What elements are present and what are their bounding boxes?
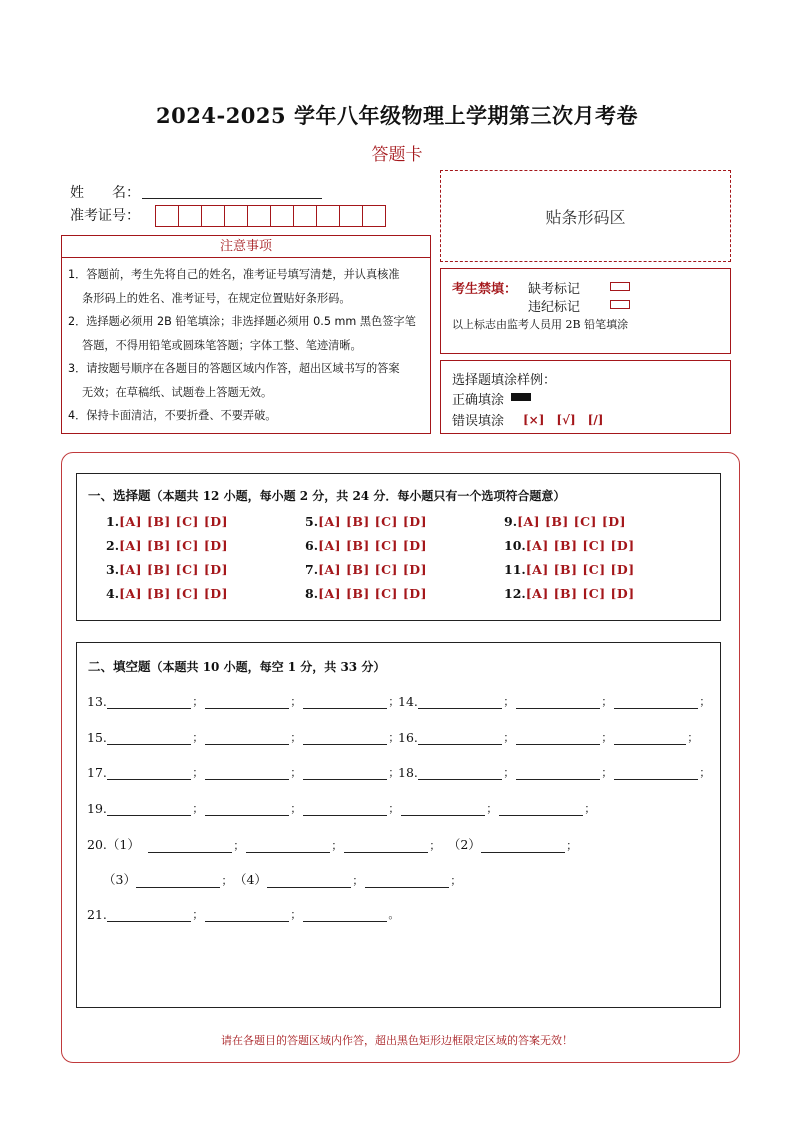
answer-blank[interactable] <box>205 765 289 780</box>
examiner-only-box <box>440 268 731 354</box>
answer-blank[interactable] <box>246 838 330 853</box>
answer-blank[interactable] <box>205 801 289 816</box>
violation-mark-box[interactable] <box>610 300 630 309</box>
answer-blank[interactable] <box>499 801 583 816</box>
page-title: 2024-2025 学年八年级物理上学期第三次月考卷 <box>156 103 638 128</box>
blank-question-14: 14. ； ； ； <box>398 694 711 709</box>
answer-blank[interactable] <box>418 765 502 780</box>
section2-heading <box>88 657 385 675</box>
absent-mark-label: 缺考标记 <box>528 282 581 297</box>
fill-sample-box <box>440 360 731 434</box>
section1-note: （本题共 12 小题，每小题 2 分，共 24 分．每小题只有一个选项符合题意） <box>150 489 566 503</box>
answer-blank[interactable] <box>516 730 600 745</box>
notice-item-cont: 答题，不得用铅笔或圆珠笔答题；字体工整、笔迹清晰。 <box>82 338 362 352</box>
exam-id-box[interactable] <box>155 205 179 227</box>
exam-id-box[interactable] <box>270 205 294 227</box>
answer-blank[interactable] <box>205 730 289 745</box>
answer-blank[interactable] <box>136 873 220 888</box>
answer-blank[interactable] <box>303 801 387 816</box>
answer-blank[interactable] <box>614 694 698 709</box>
notice-item: 1．答题前，考生先将自己的姓名，准考证号填写清楚，并认真核准 <box>68 268 400 281</box>
notice-box <box>61 257 431 434</box>
choice-question-6[interactable]: 6.[A] [B] [C] [D] <box>305 538 427 553</box>
choice-question-9[interactable]: 9.[A] [B] [C] [D] <box>504 514 626 529</box>
answer-blank[interactable] <box>303 730 387 745</box>
exam-id-box[interactable] <box>316 205 340 227</box>
answer-blank[interactable] <box>418 694 502 709</box>
correct-fill-label: 正确填涂 <box>452 393 505 408</box>
answer-blank[interactable] <box>365 873 449 888</box>
answer-blank[interactable] <box>107 694 191 709</box>
answer-blank[interactable] <box>107 801 191 816</box>
fill-blank-section <box>76 642 721 1008</box>
blank-question-13: 13. ； ； ； <box>87 694 400 709</box>
page-subtitle: 答题卡 <box>371 145 423 165</box>
answer-blank[interactable] <box>148 838 232 853</box>
multiple-choice-section <box>76 473 721 621</box>
exam-id-box[interactable] <box>201 205 225 227</box>
barcode-area <box>440 170 731 262</box>
answer-blank[interactable] <box>303 694 387 709</box>
choice-question-4[interactable]: 4.[A] [B] [C] [D] <box>106 586 228 601</box>
answer-blank[interactable] <box>303 907 387 922</box>
choice-question-11[interactable]: 11.[A] [B] [C] [D] <box>504 562 635 577</box>
answer-blank[interactable] <box>418 730 502 745</box>
answer-blank[interactable] <box>516 694 600 709</box>
blank-question-17: 17. ； ； ； <box>87 765 400 780</box>
blank-question-18: 18. ； ； ； <box>398 765 711 780</box>
exam-id-boxes[interactable] <box>155 205 385 227</box>
blank-question-16: 16. ； ； ； <box>398 730 699 745</box>
exam-id-box[interactable] <box>293 205 317 227</box>
choice-question-7[interactable]: 7.[A] [B] [C] [D] <box>305 562 427 577</box>
notice-item-cont: 条形码上的姓名、准考证号，在规定位置贴好条形码。 <box>82 291 351 305</box>
blank-question-15: 15. ； ； ； <box>87 730 400 745</box>
exam-id-label: 准考证号： <box>70 208 140 224</box>
choice-question-2[interactable]: 2.[A] [B] [C] [D] <box>106 538 228 553</box>
notice-item: 4．保持卡面清洁，不要折叠、不要弄破。 <box>68 409 277 422</box>
choice-question-12[interactable]: 12.[A] [B] [C] [D] <box>504 586 635 601</box>
answer-blank[interactable] <box>303 765 387 780</box>
section1-heading <box>88 486 565 504</box>
answer-blank[interactable] <box>107 765 191 780</box>
exam-id-box[interactable] <box>224 205 248 227</box>
blank-question-19: 19. ； ； ； ； ； <box>87 801 596 816</box>
blank-question-21: 21. ； ； 。 <box>87 907 400 922</box>
forbid-note: 以上标志由监考人员用 2B 铅笔填涂 <box>452 318 629 331</box>
section1-title: 一、选择题 <box>88 488 151 503</box>
answer-blank[interactable] <box>107 730 191 745</box>
choice-question-5[interactable]: 5.[A] [B] [C] [D] <box>305 514 427 529</box>
wrong-fill-samples: [×] [√] [/] <box>523 413 604 427</box>
wrong-fill-label: 错误填涂 <box>452 414 505 429</box>
choice-question-10[interactable]: 10.[A] [B] [C] [D] <box>504 538 635 553</box>
answer-blank[interactable] <box>614 730 686 745</box>
notice-item: 2．选择题必须用 2B 铅笔填涂；非选择题必须用 0.5 mm 黑色签字笔 <box>68 315 416 328</box>
answer-blank[interactable] <box>107 907 191 922</box>
choice-question-1[interactable]: 1.[A] [B] [C] [D] <box>106 514 228 529</box>
section2-note: （本题共 10 小题，每空 1 分，共 33 分） <box>150 660 386 674</box>
name-field[interactable] <box>142 197 322 199</box>
answer-blank[interactable] <box>401 801 485 816</box>
exam-id-box[interactable] <box>339 205 363 227</box>
notice-heading: 注意事项 <box>61 235 431 258</box>
blank-question-20-cont: （3） ； （4） ； ； <box>103 872 462 887</box>
blank-question-20: 20.（1） ； ； ； （2） ； <box>87 837 578 852</box>
exam-id-box[interactable] <box>178 205 202 227</box>
exam-id-box[interactable] <box>247 205 271 227</box>
answer-area-warning: 请在各题目的答题区域内作答，超出黑色矩形边框限定区域的答案无效！ <box>221 1034 573 1047</box>
notice-item: 3．请按题号顺序在各题目的答题区域内作答，超出区域书写的答案 <box>68 362 400 375</box>
sample-title: 选择题填涂样例： <box>452 373 557 388</box>
answer-blank[interactable] <box>614 765 698 780</box>
choice-question-3[interactable]: 3.[A] [B] [C] [D] <box>106 562 228 577</box>
absent-mark-box[interactable] <box>610 282 630 291</box>
answer-blank[interactable] <box>205 694 289 709</box>
forbid-label: 考生禁填： <box>452 282 518 297</box>
choice-question-8[interactable]: 8.[A] [B] [C] [D] <box>305 586 427 601</box>
section2-title: 二、填空题 <box>88 659 151 674</box>
answer-blank[interactable] <box>205 907 289 922</box>
notice-item-cont: 无效；在草稿纸、试题卷上答题无效。 <box>82 385 273 399</box>
violation-mark-label: 违纪标记 <box>528 300 581 315</box>
exam-id-box[interactable] <box>362 205 386 227</box>
correct-fill-sample <box>511 393 531 401</box>
answer-blank[interactable] <box>516 765 600 780</box>
answer-blank[interactable] <box>481 838 565 853</box>
barcode-label: 贴条形码区 <box>545 207 626 227</box>
answer-blank[interactable] <box>344 838 428 853</box>
name-label: 姓 名： <box>70 185 140 201</box>
answer-blank[interactable] <box>267 873 351 888</box>
